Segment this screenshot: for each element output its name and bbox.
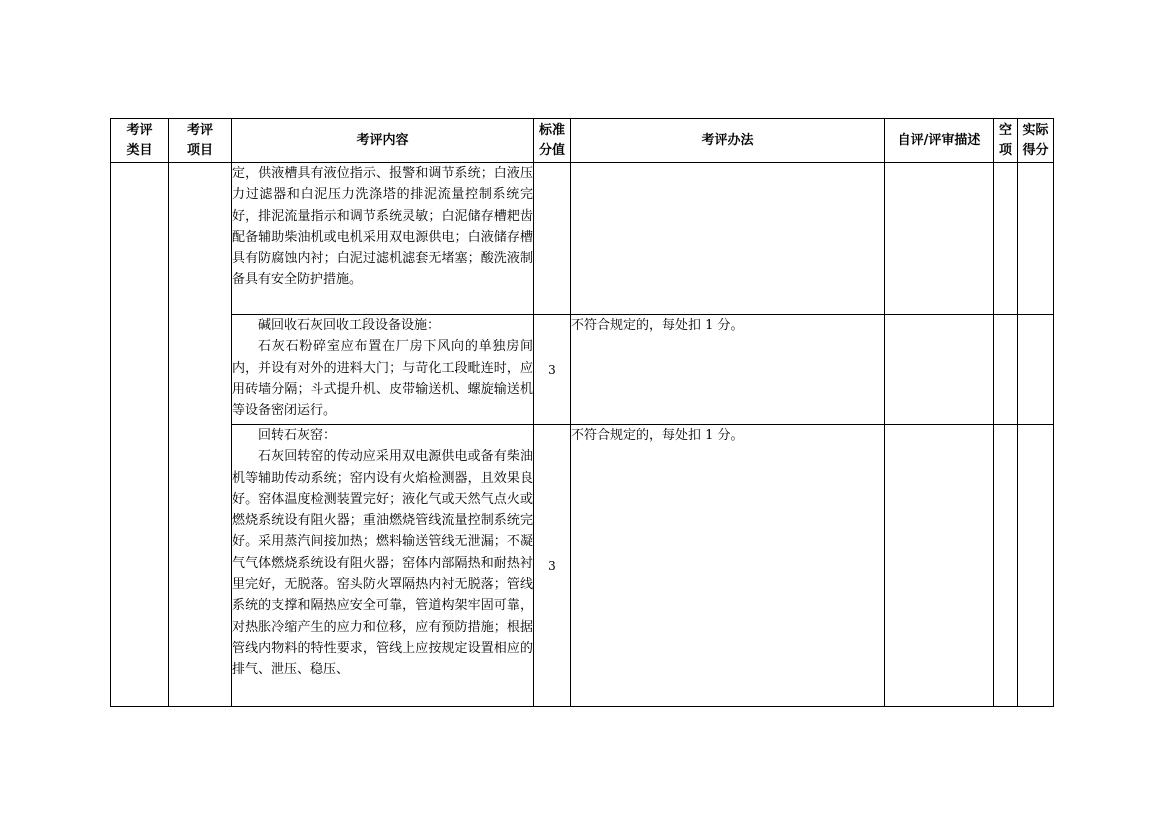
header-actual — [1018, 119, 1054, 163]
content-heading: 回转石灰窑： — [258, 428, 337, 443]
header-row — [111, 119, 1054, 163]
score-value: 3 — [548, 558, 556, 573]
blank-cell — [994, 315, 1018, 425]
actual-score-cell — [1018, 425, 1054, 707]
content-paragraph: 石灰石粉碎室应布置在厂房下风向的单独房间内，并设有对外的进料大门；与苛化工段毗连时，应用砖墙分隔；斗式提升机、皮带输送机、螺旋输送机等设备密闭运行。 — [232, 339, 533, 419]
blank-cell — [994, 163, 1018, 315]
method-text: 不符合规定的，每处扣 1 分。 — [571, 428, 744, 443]
item-cell — [169, 163, 232, 707]
actual-score-cell — [1018, 315, 1054, 425]
header-self-review — [885, 119, 994, 163]
content-heading: 碱回收石灰回收工段设备设施： — [258, 318, 441, 333]
header-actual-text: 实际 得分 — [1022, 122, 1049, 158]
content-cell — [232, 315, 534, 425]
header-blank — [994, 119, 1018, 163]
self-review-cell — [885, 315, 994, 425]
evaluation-table — [110, 118, 1054, 707]
header-method-text: 考评办法 — [701, 132, 754, 148]
method-text: 不符合规定的，每处扣 1 分。 — [571, 318, 744, 333]
score-cell — [534, 163, 571, 315]
content-paragraph: 石灰回转窑的传动应采用双电源供电或备有柴油机等辅助传动系统；窑内设有火焰检测器，且效果良好。窑体温度检测装置完好；液化气或天然气点火或燃烧系统设有阻火器；重油燃烧管线流量控制系统完好。采用蒸汽间接加热；燃料输送管线无泄漏；不凝气气体燃烧系统设有阻火器；窑体内部隔热和耐热衬里完好，无脱落。窑头防火罩隔热内衬无脱落；管线系统的支撑和隔热应安全可靠，管道构架牢固可靠，对热胀冷缩产生的应力和位移，应有预防措施；根据管线内物料的特性要求，管线上应按规定设置相应的排气、泄压、稳压、 — [232, 449, 533, 678]
header-blank-text: 空 项 — [998, 122, 1012, 158]
header-score — [534, 119, 571, 163]
header-self-review-text: 自评/评审描述 — [897, 132, 981, 148]
method-cell — [571, 315, 885, 425]
content-cell — [232, 163, 534, 315]
header-method — [571, 119, 885, 163]
table-row — [111, 425, 1054, 707]
header-category-text: 考评 类目 — [126, 122, 153, 158]
table-row — [111, 163, 1054, 315]
method-cell — [571, 163, 885, 315]
method-cell — [571, 425, 885, 707]
header-item — [169, 119, 232, 163]
header-category — [111, 119, 169, 163]
score-value: 3 — [548, 362, 556, 377]
score-cell — [534, 315, 571, 425]
table-row — [111, 315, 1054, 425]
self-review-cell — [885, 163, 994, 315]
blank-cell — [994, 425, 1018, 707]
header-content — [232, 119, 534, 163]
content-paragraph: 定，供液槽具有液位指示、报警和调节系统；白液压力过滤器和白泥压力洗涤塔的排泥流量控制系统完好，排泥流量指示和调节系统灵敏；白泥储存槽耙齿配备辅助柴油机或电机采用双电源供电；白液储存槽具有防腐蚀内衬；白泥过滤机滤套无堵塞；酸洗液制备具有安全防护措施。 — [232, 166, 533, 288]
content-cell — [232, 425, 534, 707]
category-cell — [111, 163, 169, 707]
self-review-cell — [885, 425, 994, 707]
header-item-text: 考评 项目 — [186, 122, 213, 158]
header-score-text: 标准 分值 — [538, 122, 565, 158]
score-cell — [534, 425, 571, 707]
header-content-text: 考评内容 — [356, 132, 409, 148]
actual-score-cell — [1018, 163, 1054, 315]
